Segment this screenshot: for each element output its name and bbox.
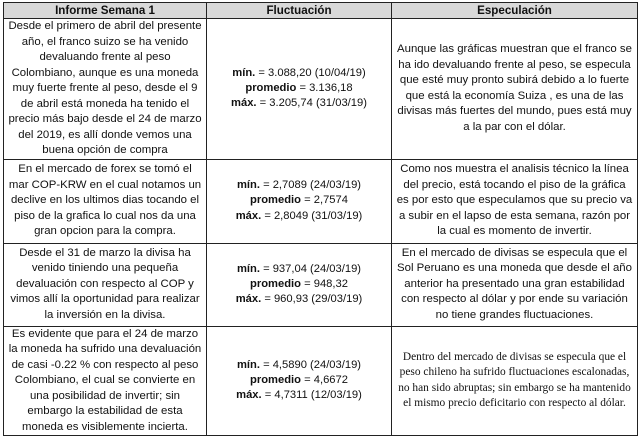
min-line [211,262,387,277]
header-fluctuacion: Fluctuación [207,3,392,19]
informe-cell: Desde el 31 de marzo la divisa ha venido tiniendo una pequeña devaluación con respecto al COP y vimos allí la oportunidad para realizar la inversión en la divisa. [4,243,207,326]
max-line [211,292,387,307]
min-line [211,178,387,193]
max-label: máx. [231,97,257,110]
weekly-report-table [3,2,638,436]
informe-cell: Es evidente que para el 24 de marzo la moneda ha sufrido una devaluación de casi -0.22 % con respecto al peso Colombiano, el cual se convierte en una posibilidad de invertir; sin embargo la estabilidad de esta moneda es visiblemente incierta. [4,326,207,436]
max-label: máx. [235,209,262,222]
header-row [4,3,638,19]
fluctuacion-cell [207,159,392,243]
min-line [211,358,387,373]
avg-label: promedio [245,82,297,95]
avg-label: promedio [250,277,301,290]
max-value: = 2,8049 (31/03/19) [264,209,363,222]
fluctuacion-cell [207,326,392,436]
avg-line [211,81,387,96]
min-value: = 2,7089 (24/03/19) [263,179,362,192]
avg-line [211,373,387,388]
avg-label: promedio [250,194,301,207]
informe-cell: En el mercado de forex se tomó el mar COP-KRW en el cual notamos un declive en los ultimos dias tocando el piso de la grafica lo cual nos da una gran opcion para la compra. [4,159,207,243]
especulacion-cell: En el mercado de divisas se especula que el Sol Peruano es una moneda que desde el año anterior ha presentado una gran estabilidad con respecto al dólar y por ende su variación no tiene grandes fluctuaciones. [392,243,638,326]
min-line [211,66,387,81]
fluctuacion-cell [207,19,392,160]
max-value: = 4,7311 (12/03/19) [264,389,362,402]
max-label: máx. [235,293,262,306]
min-label: mín. [236,358,260,371]
avg-value: = 3.136,18 [299,82,353,95]
especulacion-cell: Dentro del mercado de divisas se especula que el peso chileno ha sufrido fluctuaciones escalonadas, no han sido abruptas; sin embargo se ha mantenido el mismo precio deficitario con respecto al dólar. [392,326,638,436]
max-line [211,209,387,224]
min-value: = 3.088,20 (10/04/19) [258,66,366,79]
min-label: mín. [236,179,260,192]
header-informe: Informe Semana 1 [4,3,207,19]
table-row [4,19,638,160]
min-value: = 937,04 (24/03/19) [263,262,362,275]
max-line [211,388,387,403]
table-row [4,159,638,243]
avg-value: = 948,32 [304,277,348,290]
min-value: = 4,5890 (24/03/19) [263,358,362,371]
max-value: = 960,93 (29/03/19) [264,293,363,306]
max-label: máx. [236,389,262,402]
header-especulacion: Especulación [392,3,638,19]
max-line [211,96,387,111]
especulacion-cell: Como nos muestra el analisis técnico la línea del precio, está tocando el piso de la gráfica es por esto que especulamos que su precio va a subir en el lapso de esta semana, razón por la cual es momento de invertir. [392,159,638,243]
fluctuacion-cell [207,243,392,326]
min-label: mín. [236,262,260,275]
max-value: = 3.205,74 (31/03/19) [259,97,367,110]
especulacion-cell: Aunque las gráficas muestran que el franco se ha ido devaluando frente al peso, se especula que esté muy pronto subirá debido a lo fuerte que está la economía Suiza , es una de las divisas más fuertes del mundo, pues está muy a la par con el dólar. [392,19,638,160]
avg-line [211,277,387,292]
avg-value: = 2,7574 [304,194,348,207]
min-label: mín. [232,66,256,79]
avg-label: promedio [250,374,301,387]
table-row [4,243,638,326]
avg-line [211,193,387,208]
informe-cell: Desde el primero de abril del presente año, el franco suizo se ha venido devaluando frente al peso Colombiano, aunque es una moneda muy fuerte frente al peso, desde el 9 de abril está moneda ha tenido el precio más bajo desde el 24 de marzo del 2019, es allí donde vemos una buena opción de compra [4,19,207,160]
table-row [4,326,638,436]
avg-value: = 4,6672 [304,374,348,387]
